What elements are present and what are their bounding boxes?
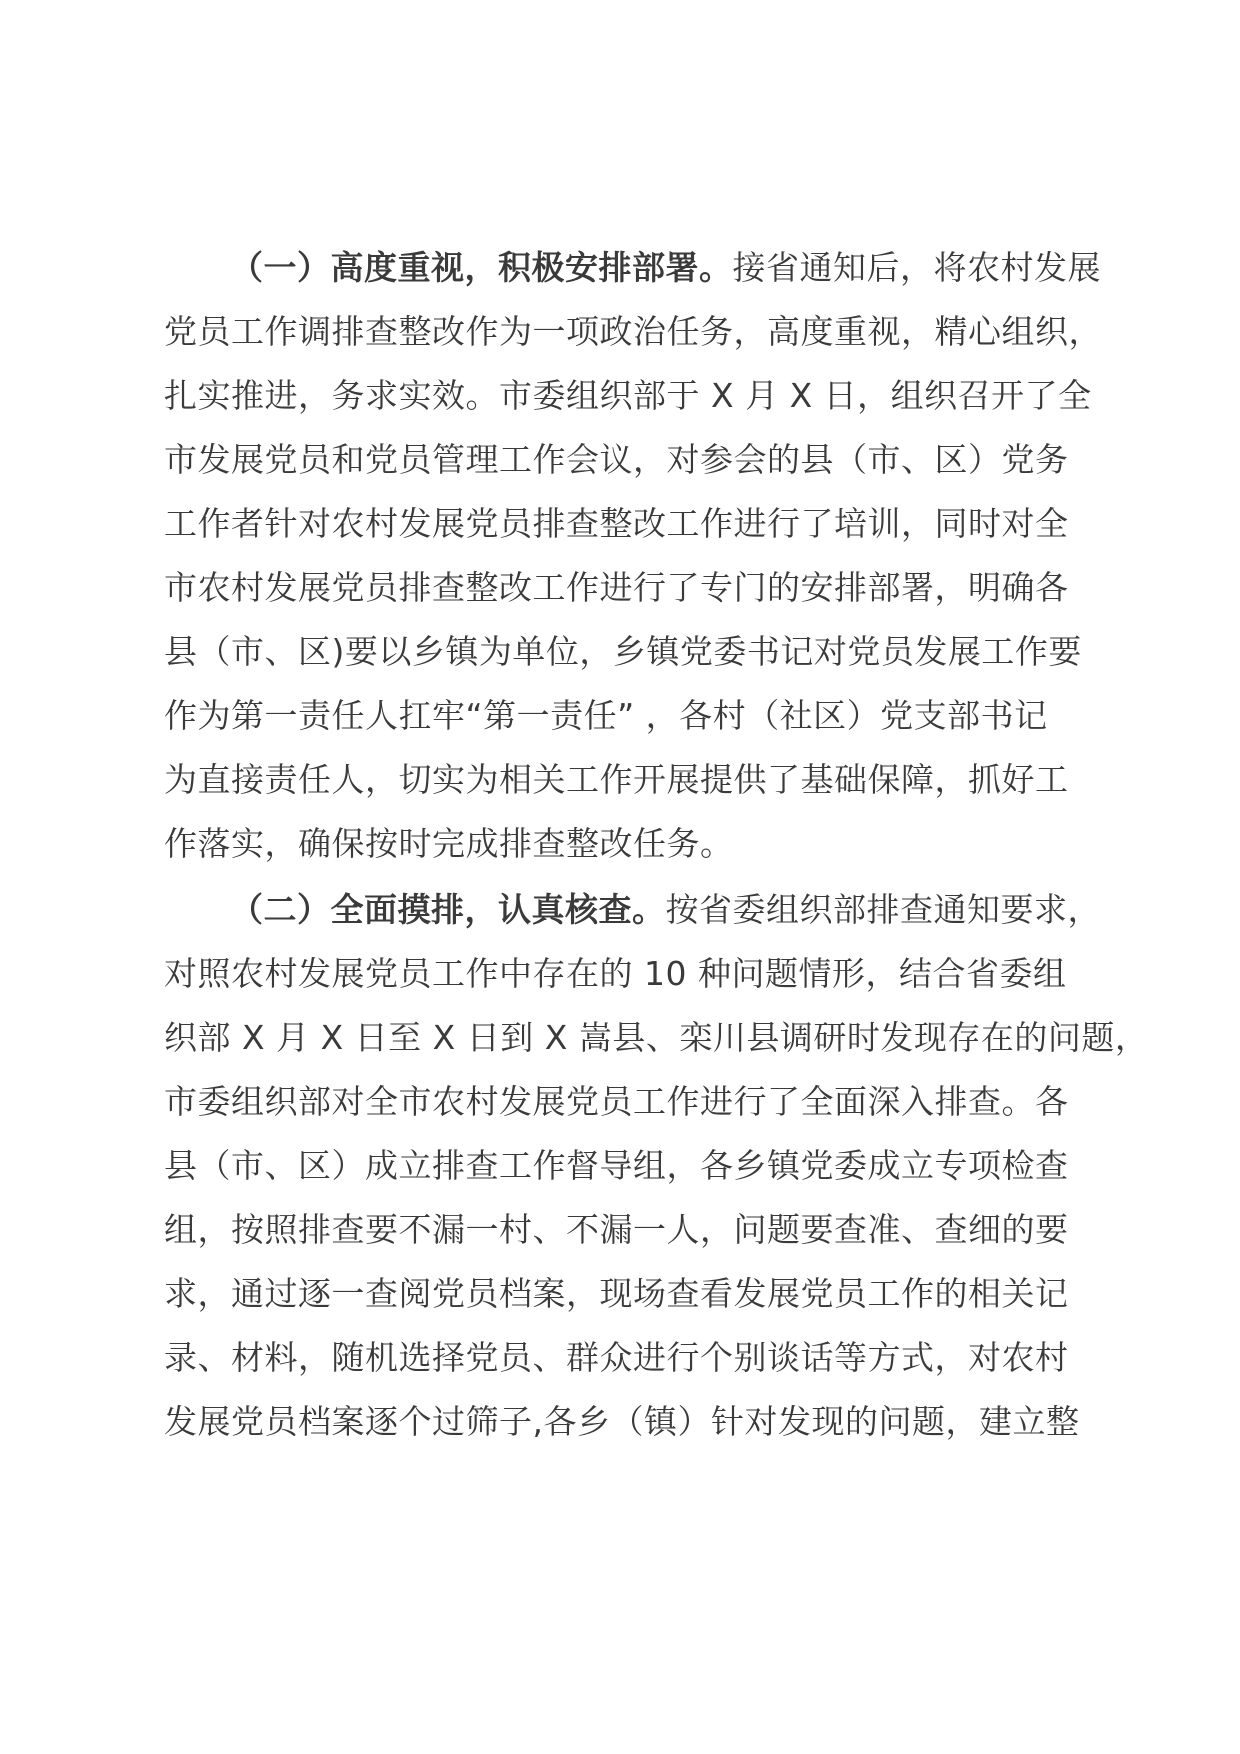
paragraph-1-line-8: 作为第一责任人扛牢“第一责任” ，各村（社区）党支部书记: [164, 696, 1048, 735]
paragraph-2-line-4: 市委组织部对全市农村发展党员工作进行了全面深入排查。各: [164, 1082, 1069, 1121]
paragraph-1-line-9: 为直接责任人，切实为相关工作开展提供了基础保障，抓好工: [164, 760, 1069, 799]
document-body: [164, 236, 1149, 1456]
paragraph-2-line-8: 录、材料，随机选择党员、群众进行个别谈话等方式，对农村: [164, 1338, 1069, 1377]
paragraph-2-line-2: 对照农村发展党员工作中存在的 10 种问题情形，结合省委组: [164, 954, 1067, 993]
paragraph-2-line-6: 组，按照排查要不漏一村、不漏一人，问题要查准、查细的要: [164, 1210, 1069, 1249]
paragraph-1-heading: （一）高度重视，积极安排部署。: [230, 248, 733, 287]
paragraph-2-text: 按省委组织部排查通知要求，: [665, 890, 1101, 929]
paragraph-2-line-1: [164, 878, 1124, 942]
paragraph-1-line-5: 工作者针对农村发展党员排查整改工作进行了培训，同时对全: [164, 504, 1069, 543]
paragraph-1-line-3: 扎实推进，务求实效。市委组织部于 X 月 X 日，组织召开了全: [164, 376, 1092, 415]
paragraph-2-line-7: 求，通过逐一查阅党员档案，现场查看发展党员工作的相关记: [164, 1274, 1069, 1313]
paragraph-2-line-3: 织部 X 月 X 日至 X 日到 X 嵩县、栾川县调研时发现存在的问题，: [164, 1018, 1149, 1057]
paragraph-2-line-5: 县（市、区）成立排查工作督导组，各乡镇党委成立专项检查: [164, 1146, 1069, 1185]
paragraph-1-text: 接省通知后，将农村发展: [732, 248, 1101, 287]
paragraph-2-heading: （二）全面摸排，认真核查。: [230, 890, 666, 929]
paragraph-1-line-1: [164, 236, 1124, 300]
paragraph-1-line-2: 党员工作调排查整改作为一项政治任务，高度重视，精心组织，: [164, 312, 1102, 351]
paragraph-2: [164, 878, 1149, 1454]
paragraph-1-line-10: 作落实，确保按时完成排查整改任务。: [164, 824, 734, 863]
paragraph-1-line-7: 县（市、区)要以乡镇为单位，乡镇党委书记对党员发展工作要: [164, 632, 1082, 671]
paragraph-2-line-9: 发展党员档案逐个过筛子,各乡（镇）针对发现的问题，建立整: [164, 1402, 1080, 1441]
paragraph-1-line-4: 市发展党员和党员管理工作会议，对参会的县（市、区）党务: [164, 440, 1069, 479]
paragraph-1-line-6: 市农村发展党员排查整改工作进行了专门的安排部署，明确各: [164, 568, 1069, 607]
paragraph-1: [164, 236, 1124, 876]
